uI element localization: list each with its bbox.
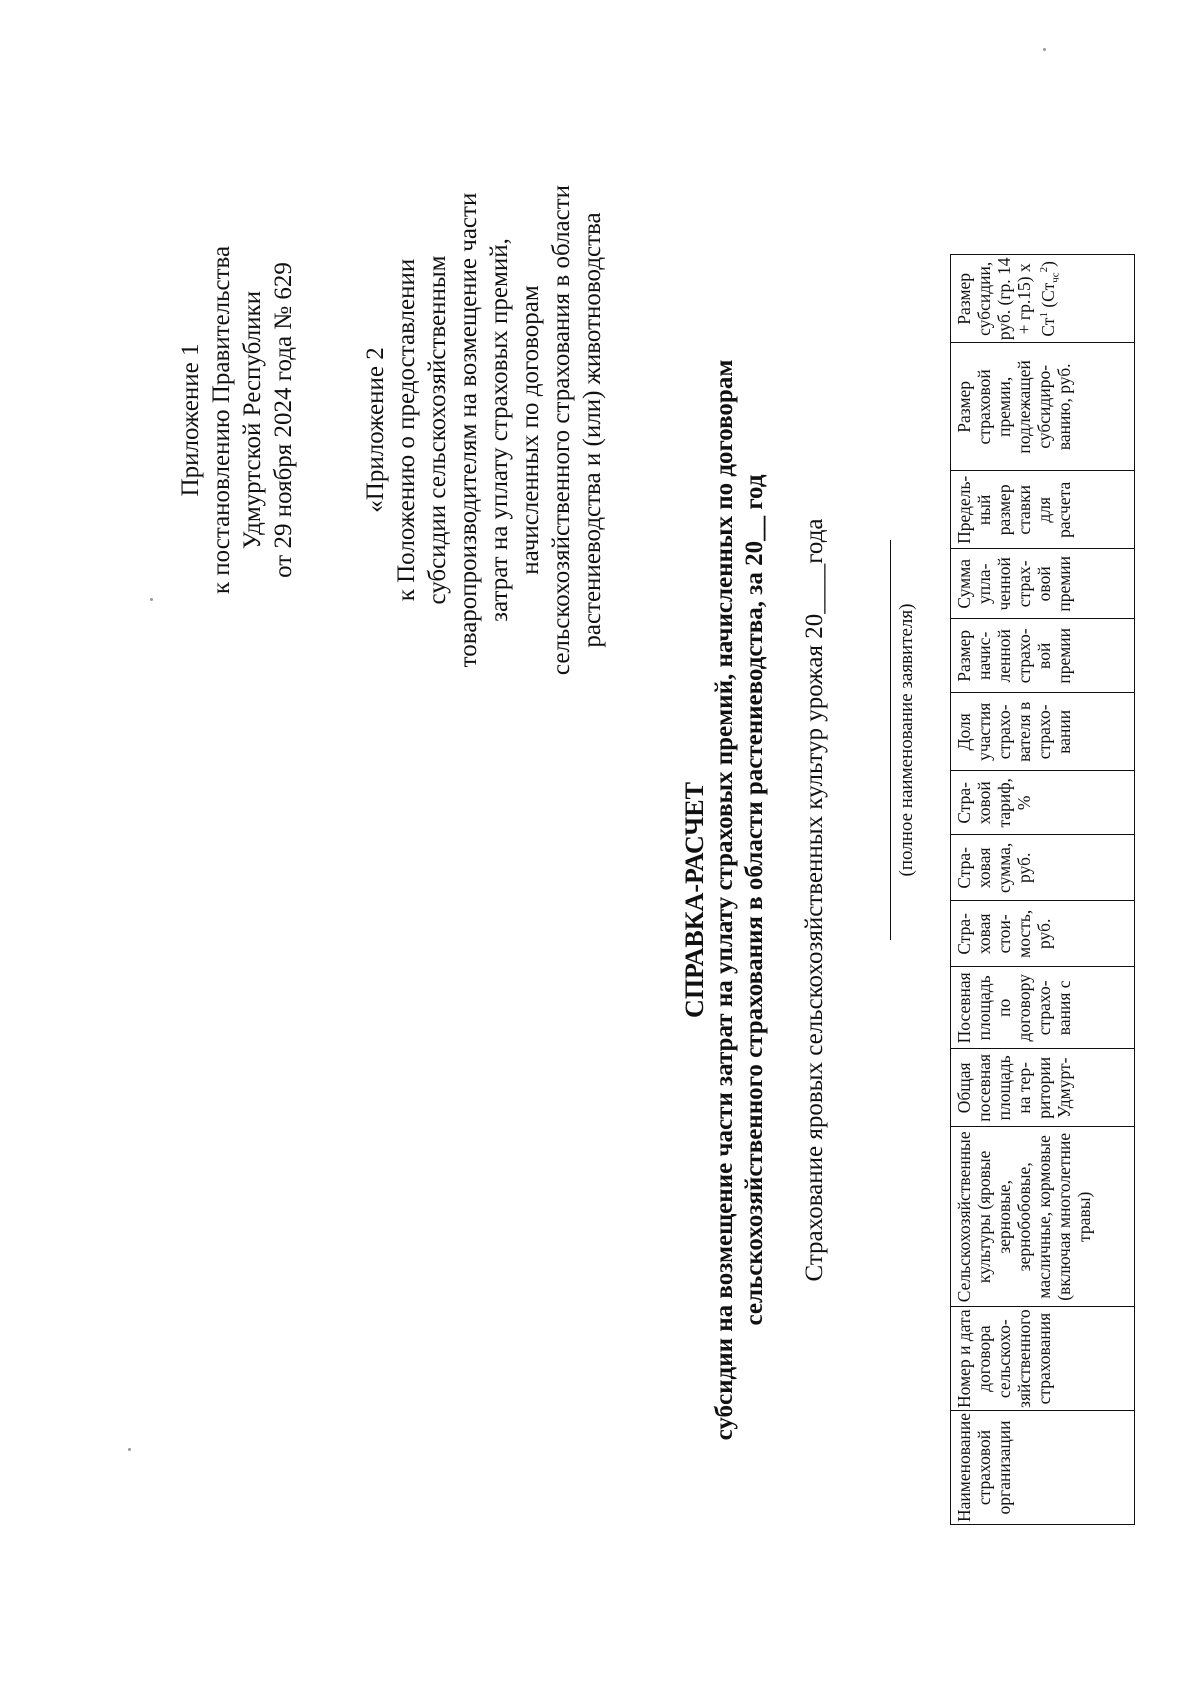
annex1-line: Приложение 1 <box>177 343 204 497</box>
formula-subscript: чс <box>1049 272 1062 283</box>
annex2-line: начисленных по договорам <box>517 285 544 575</box>
scan-speck <box>1043 48 1046 51</box>
document-subtitle: субсидии на возмещение части затрат на уплату страховых премий, начисленных по договорам <box>711 359 738 1441</box>
annex2-line: товаропроизводителям на возмещение части <box>455 192 482 668</box>
annex1-line: Удмуртской Республики <box>239 290 266 550</box>
annex2-block <box>360 100 608 760</box>
table-header-cell: Сельскохозяйственные культуры (яровые зерновые, зернобобовые, масличные, кормовые (включая многолетние травы) <box>951 1127 1135 1307</box>
table-header-cell: Стра-ховая стои-мость, руб. <box>951 901 1135 967</box>
annex1-line: от 29 ноября 2024 года № 629 <box>270 262 297 578</box>
table-header-cell: Стра-ховая сумма, руб. <box>951 835 1135 901</box>
annex2-line: сельскохозяйственного страхования в области <box>548 184 575 676</box>
table-header-row <box>951 255 1135 1525</box>
annex2-line: к Положению о предоставлении <box>393 258 420 602</box>
annex2-line: затрат на уплату страховых премий, <box>486 238 513 622</box>
table-header-cell: Номер и дата договора сельскохо-зяйственного страхования <box>951 1307 1135 1411</box>
table-header-cell: Сумма упла-ченной страх-овой премии <box>951 549 1135 619</box>
table-header-cell: Предель-ный размер ставки для расчета <box>951 471 1135 549</box>
table-header-cell: Наименование страховой организации <box>951 1410 1135 1524</box>
table-header-cell: Посевная площадь по договору страхо-вания с <box>951 967 1135 1049</box>
crop-insurance-line: Страхование яровых сельскохозяйственных культур урожая 20____года <box>801 518 828 1282</box>
applicant-name-line <box>890 540 891 940</box>
table-header-cell-subsidy <box>951 255 1135 343</box>
rotated-page <box>120 80 1160 1640</box>
annex1-line: к постановлению Правительства <box>208 245 235 595</box>
document-title: СПРАВКА-РАСЧЕТ <box>680 782 709 1018</box>
calculation-table <box>950 254 1135 1525</box>
table-header-cell: Стра-ховой тариф, % <box>951 771 1135 835</box>
table-header-cell: Размер страховой премии, подлежащей субсидиро-ванию, руб. <box>951 343 1135 471</box>
formula-superscript: 2 <box>1038 266 1050 273</box>
applicant-caption: (полное наименование заявителя) <box>896 603 917 877</box>
annex2-line: растениеводства и (или) животноводства <box>579 212 606 648</box>
subsidy-formula-text: (Ст <box>1037 282 1058 313</box>
table-header-cell: Общая посевная площадь на тер-ритории Удмурт- <box>951 1049 1135 1127</box>
document-subtitle: сельскохозяйственного страхования в области растениеводства, за 20__ год <box>741 474 768 1326</box>
subsidy-formula-text: Размер субсидии, руб. (гр. 14 + гр.15) x Ст <box>954 257 1058 341</box>
annex2-line: «Приложение 2 <box>362 347 389 513</box>
annex2-line: субсидии сельскохозяйственным <box>424 255 451 605</box>
formula-superscript: 1 <box>1038 312 1050 318</box>
subsidy-formula-text: ) <box>1037 261 1058 267</box>
annex1-block <box>175 230 299 610</box>
table-header-cell: Размер начис-ленной страхо-вой премии <box>951 619 1135 693</box>
table-header-cell: Доля участия страхо-вателя в страхо-вании <box>951 693 1135 771</box>
